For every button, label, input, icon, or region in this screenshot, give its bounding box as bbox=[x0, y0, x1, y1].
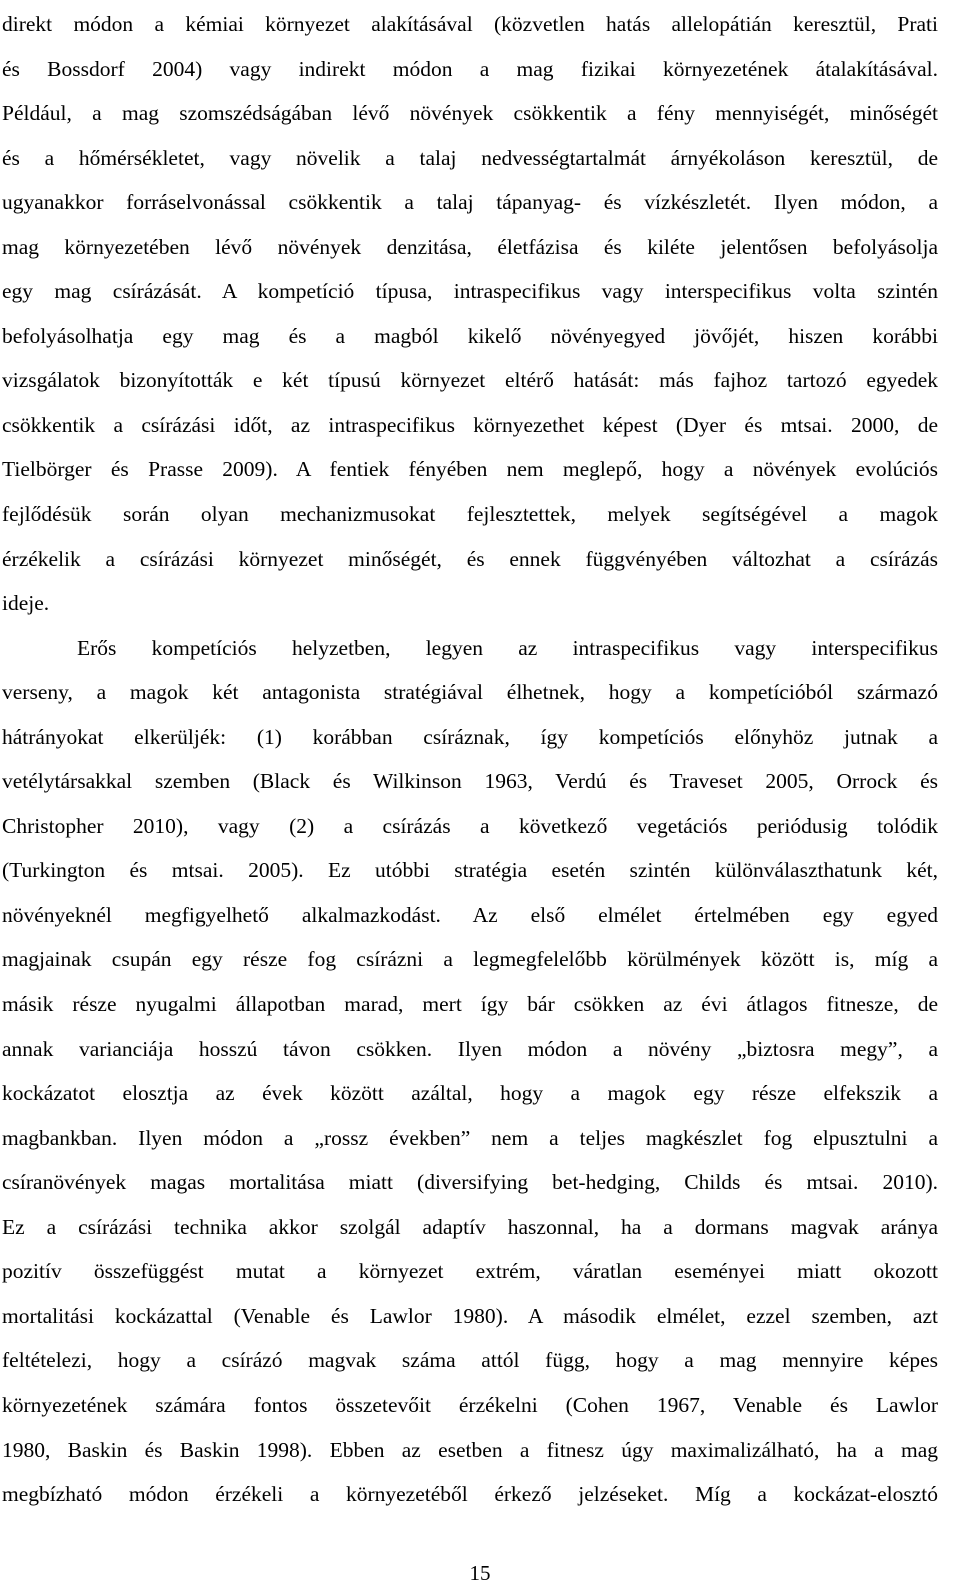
text-line: ideje. bbox=[2, 591, 50, 616]
text-line: Például, a mag szomszédságában lévő növények csökkentik a fény mennyiségét, minőségét bbox=[2, 101, 938, 126]
text-line: és Bossdorf 2004) vagy indirekt módon a mag fizikai környezetének átalakításával. bbox=[2, 56, 938, 81]
text-line: Tielbörger és Prasse 2009). A fentiek fényében nem meglepő, hogy a növények evolúciós bbox=[2, 457, 938, 482]
text-line: direkt módon a kémiai környezet alakításával (közvetlen hatás allelopátián keresztül, Prati bbox=[2, 12, 938, 36]
text-line: másik része nyugalmi állapotban marad, mert így bár csökken az évi átlagos fitnesze, de bbox=[2, 992, 938, 1017]
text-line: Ez a csírázási technika akkor szolgál adaptív haszonnal, ha a dormans magvak aránya bbox=[2, 1214, 938, 1239]
text-line: csökkentik a csírázási időt, az intraspecifikus környezethet képest (Dyer és mtsai. 2000, de bbox=[2, 412, 938, 437]
text-line: kockázatot elosztja az évek között azáltal, hogy a magok egy része elfekszik a bbox=[2, 1081, 938, 1106]
text-line: feltételezi, hogy a csírázó magvak száma attól függ, hogy a mag mennyire képes bbox=[2, 1348, 938, 1373]
text-line: verseny, a magok két antagonista stratégiával élhetnek, hogy a kompetícióból származó bbox=[2, 680, 938, 705]
text-line: ugyanakkor forráselvonással csökkentik a talaj tápanyag- és vízkészletét. Ilyen módon, a bbox=[2, 190, 938, 215]
text-line: érzékelik a csírázási környezet minőségét, és ennek függvényében változhat a csírázás bbox=[2, 546, 938, 571]
page-number: 15 bbox=[469, 1561, 491, 1585]
text-line: vetélytársakkal szemben (Black és Wilkinson 1963, Verdú és Traveset 2005, Orrock és bbox=[2, 769, 938, 794]
text-line: pozitív összefüggést mutat a környezet extrém, váratlan eseményei miatt okozott bbox=[2, 1259, 938, 1284]
text-line: Erős kompetíciós helyzetben, legyen az intraspecifikus vagy interspecifikus bbox=[77, 635, 938, 660]
text-line: befolyásolhatja egy mag és a magból kikelő növényegyed jövőjét, hiszen korábbi bbox=[2, 323, 938, 348]
text-line: egy mag csírázását. A kompetíció típusa, intraspecifikus vagy interspecifikus volta szintén bbox=[2, 279, 938, 304]
text-line: vizsgálatok bizonyították e két típusú környezet eltérő hatását: más fajhoz tartozó egyedek bbox=[2, 368, 938, 393]
text-line: Christopher 2010), vagy (2) a csírázás a következő vegetációs periódusig tolódik bbox=[2, 813, 938, 838]
text-line: fejlődésük során olyan mechanizmusokat fejlesztettek, melyek segítségével a magok bbox=[2, 502, 938, 527]
text-line: és a hőmérsékletet, vagy növelik a talaj nedvességtartalmát árnyékoláson keresztül, de bbox=[2, 145, 938, 170]
text-line: megbízható módon érzékeli a környezetéből érkező jelzéseket. Míg a kockázat-elosztó bbox=[2, 1482, 938, 1507]
text-line: annak varianciája hosszú távon csökken. Ilyen módon a növény „biztosra megy”, a bbox=[2, 1036, 938, 1061]
body-text bbox=[2, 2, 938, 1517]
text-line: (Turkington és mtsai. 2005). Ez utóbbi stratégia esetén szintén különválaszthatunk két, bbox=[2, 858, 938, 883]
text-line: növényeknél megfigyelhető alkalmazkodást. Az első elmélet értelmében egy egyed bbox=[2, 902, 938, 927]
text-line: hátrányokat elkerüljék: (1) korábban csíráznak, így kompetíciós előnyhöz jutnak a bbox=[2, 724, 938, 749]
text-line: magbankban. Ilyen módon a „rossz években” nem a teljes magkészlet fog elpusztulni a bbox=[2, 1125, 938, 1150]
text-line: 1980, Baskin és Baskin 1998). Ebben az esetben a fitnesz úgy maximalizálható, ha a mag bbox=[2, 1437, 938, 1462]
text-line: csíranövények magas mortalitása miatt (diversifying bet-hedging, Childs és mtsai. 2010). bbox=[2, 1170, 938, 1195]
text-line: mortalitási kockázattal (Venable és Lawlor 1980). A második elmélet, ezzel szemben, azt bbox=[2, 1303, 938, 1328]
text-line: mag környezetében lévő növények denzitása, életfázisa és kiléte jelentősen befolyásolja bbox=[2, 234, 938, 259]
text-line: környezetének számára fontos összetevőit érzékelni (Cohen 1967, Venable és Lawlor bbox=[2, 1392, 938, 1417]
text-line: magjainak csupán egy része fog csírázni a legmegfelelőbb körülmények között is, míg a bbox=[2, 947, 938, 972]
